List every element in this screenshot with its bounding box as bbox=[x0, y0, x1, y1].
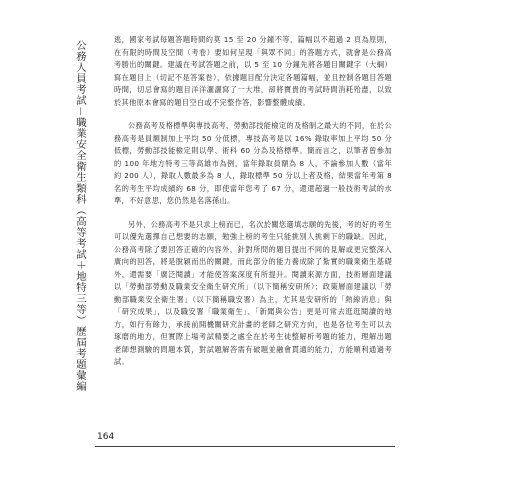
running-book-title: 公務人員考試－職業安全衛生類科（高等考試＋地特三等）歷屆考題彙編 bbox=[74, 40, 86, 392]
body-text bbox=[114, 34, 392, 380]
footer-divider bbox=[95, 446, 395, 447]
page-number: 164 bbox=[97, 432, 115, 442]
paragraph-2: 公務高考及格標準與專技高考、勞動部技能檢定的及格制之最大的不同，在於公務高考是員額制加上平均 50 分低標，專技高考是以 16% 錄取率加上平均 50 分低標，勞動部技能檢定則以學、術科 60 分為及格標準。簡而言之，以筆者曾參加的 100 年地方特考三等高雄市為例，當年錄取員額為 8 人，不論參加人數（當年約 200 人），錄取人數最多為 8 人，錄取標準 50 分以上者及格，結果當年考第 8 名的考生平均成績約 68 分，即使當年您考了 67 分，還還超過一般技術考試的水準，不好意思，您仍然是名落孫山。 bbox=[114, 121, 392, 205]
paragraph-3: 另外，公務高考不是只求上榜而已，名次於關您選填志願的先後，考的好的考生可以優先選擇自己想要的志願，勉強上榜的考生只能挑別人挑剩下的職缺。因此，公務高考除了要回答正確的內容外，針對所問的題目提出不同的見解或更完整深入廣向的回答，將是脫穎而出的關鍵，而此部分的能力養成除了紮實的職業衛生基礎外，還需要「廣泛閱讀」才能使答案深度有所提升。閱讀來源方面，技術層面建議以「勞動部勞動及職業安全衛生研究所」（以下簡稱安研所）；政策層面建議以「勞動部職業安全衛生署」（以下簡稱職安署）為主，尤其是安研所的「熱線消息」與「研究成果」，以及職安署「職業衛生」、「新聞與公告」更是可常去逛逛閱讀的地方，如行有餘力，承接前開機關研究計畫的老師之研究方向，也是各位考生可以去琢磨的地方，但實際上場考試精要之處全在於考生徒整解析考題的能力，理解出題老師想測驗的問題本質，對試題解答需有破題並融會貫通的能力，方能順利通過考試。 bbox=[114, 219, 392, 366]
paragraph-1: 逃，國家考試每題答題時間約莫 15 至 20 分鐘不等，篇幅以不超過 2 頁為原則，在有限的時間及空間（考卷）要如何呈現「與眾不同」的答題方式，就會是公務高考勝出的關鍵。建議在考試答題之前，以 5 至 10 分鐘先將各題目關鍵字（大綱）寫在題目上（切記不是答案卷），依據題目配分決定各題篇幅，並且控制各題目答題時間，切忌會寫的題目洋洋灑灑寫了一大堆，卻將寶貴的考試時間消耗殆盡，以致於其他原本會寫的題目空白或不完整作答，影響整體成績。 bbox=[114, 35, 392, 107]
